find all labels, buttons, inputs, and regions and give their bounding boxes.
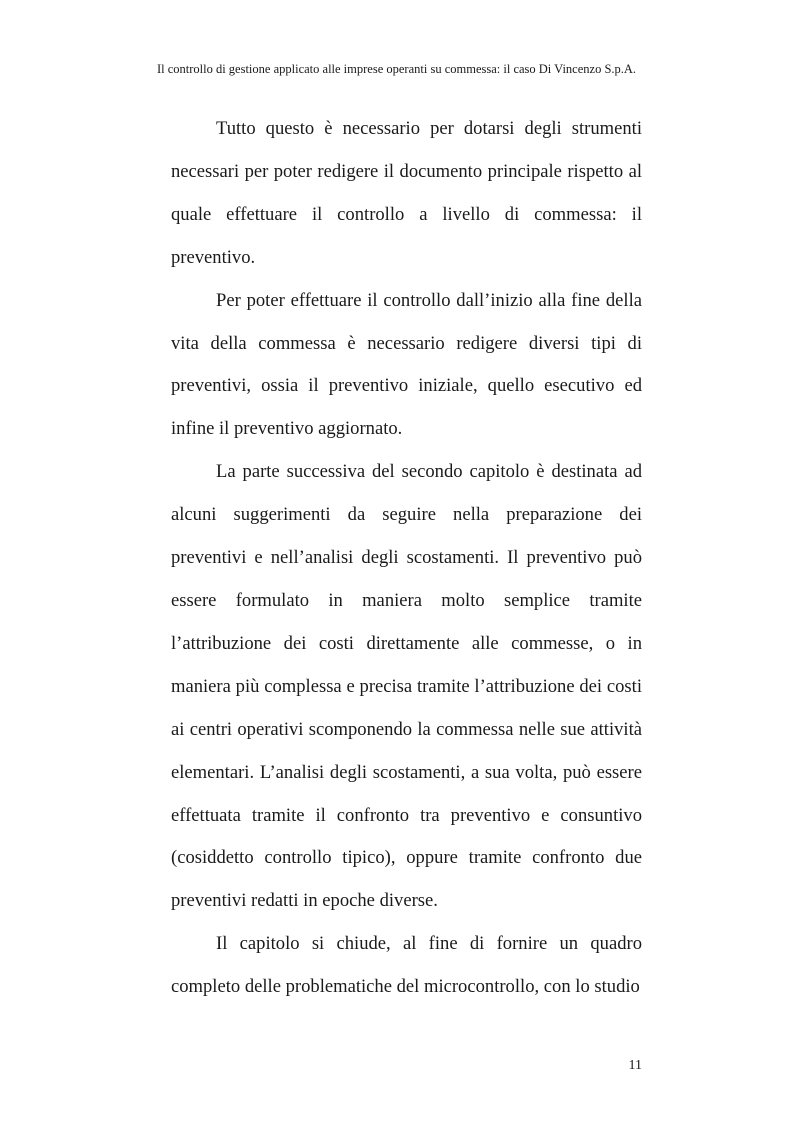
page-number: 11 [628,1058,642,1073]
paragraph-2: Per poter effettuare il controllo dall’inizio alla fine della vita della commessa è necessario redigere diversi tipi di preventivi, ossia il preventivo iniziale, quello esecutivo ed infine il preventivo aggiornato. [171,289,642,440]
paragraph-3: La parte successiva del secondo capitolo è destinata ad alcuni suggerimenti da seguire nella preparazione dei preventivi e nell’analisi degli scostamenti. Il preventivo può essere formulato in maniera molto semplice tramite l’attribuzione dei costi direttamente alle commesse, o in maniera più complessa e precisa tramite l’attribuzione dei costi ai centri operativi scomponendo la commessa nelle sue attività elementari. L’analisi degli scostamenti, a sua volta, può essere effettuata tramite il confronto tra preventivo e consuntivo (cosiddetto controllo tipico), oppure tramite confronto due preventivi redatti in epoche diverse. [171,461,642,912]
body-text [171,108,642,1009]
running-header: Il controllo di gestione applicato alle imprese operanti su commessa: il caso Di Vincenzo S.p.A. [156,62,637,76]
paragraph-1: Tutto questo è necessario per dotarsi degli strumenti necessari per poter redigere il documento principale rispetto al quale effettuare il controllo a livello di commessa: il preventivo. [171,118,642,268]
paragraph-4: Il capitolo si chiude, al fine di fornire un quadro completo delle problematiche del microcontrollo, con lo studio [171,933,642,998]
